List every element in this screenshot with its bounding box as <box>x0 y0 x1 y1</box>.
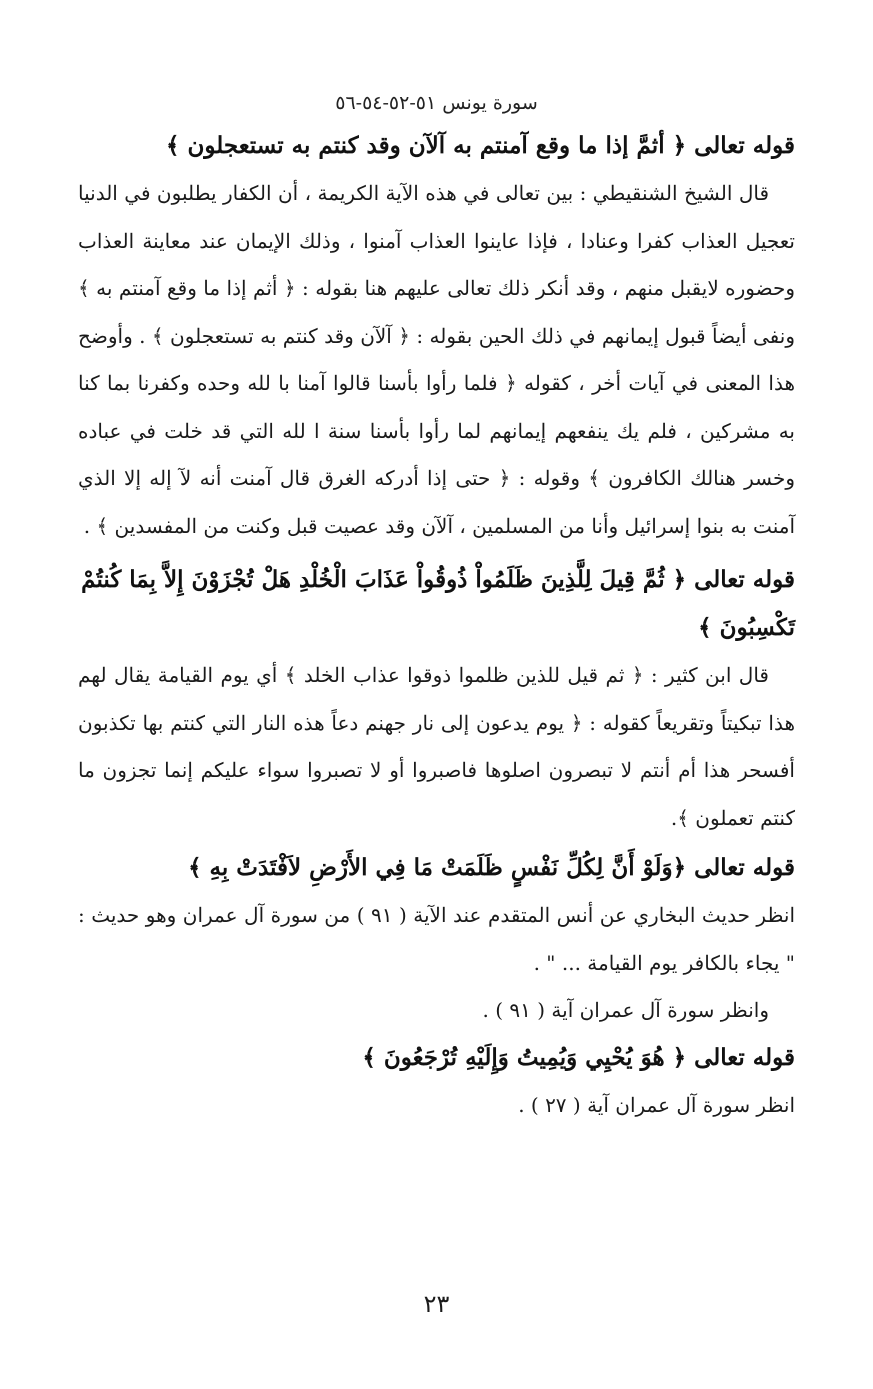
section-heading: قوله تعالى ﴿ أثمَّ إذا ما وقع آمنتم به آلآن وقد كنتم به تستعجلون ﴾ <box>165 132 795 159</box>
section-paragraph: قال الشيخ الشنقيطي : بين تعالى في هذه الآية الكريمة ، أن الكفار يطلبون في الدنيا تعجيل العذاب كفرا وعنادا ، فإذا عاينوا العذاب آمنوا ، وذلك الإيمان عند معاينة العذاب وحضوره لايقبل منهم ، وقد أنكر ذلك تعالى عليهم هنا بقوله : ﴿ أثم إذا ما وقع آمنتم به ﴾ ونفى أيضاً قبول إيمانهم في ذلك الحين بقوله : ﴿ آلآن وقد كنتم به تستعجلون ﴾ . وأوضح هذا المعنى في آيات أخر ، كقوله ﴿ فلما رأوا بأسنا قالوا آمنا با لله وحده وكفرنا بما كنا به مشركين ، فلم يك ينفعهم إيمانهم لما رأوا بأسنا سنة ا لله التي قد خلت في عباده وخسر هنالك الكافرون ﴾ وقوله : ﴿ حتى إذا أدركه الغرق قال آمنت أنه لآ إله إلا الذي آمنت به بنوا إسرائيل وأنا من المسلمين ، آلآن وقد عصيت قبل وكنت من المفسدين ﴾ . <box>78 181 796 538</box>
section-heading: قوله تعالى ﴿ ثُمَّ قِيلَ لِلَّذِينَ ظَلَمُواْ ذُوقُواْ عَذَابَ الْخُلْدِ هَلْ تُجْزَوْنَ إِلاَّ بِمَا كُنتُمْ تَكْسِبُونَ ﴾ <box>81 566 795 641</box>
section-heading: قوله تعالى ﴿وَلَوْ أَنَّ لِكُلِّ نَفْسٍ ظَلَمَتْ مَا فِي الأَرْضِ لاَفْتَدَتْ بِهِ ﴾ <box>188 854 795 881</box>
section-note: وانظر سورة آل عمران آية ( ٩١ ) . <box>482 998 769 1022</box>
page-header: سورة يونس ٥١-٥٢-٥٤-٥٦ <box>335 92 538 114</box>
section-paragraph: انظر حديث البخاري عن أنس المتقدم عند الآية ( ٩١ ) من سورة آل عمران وهو حديث : " يجاء بالكافر يوم القيامة ... " . <box>78 903 795 975</box>
page-number: ٢٣ <box>423 1290 450 1318</box>
section-heading: قوله تعالى ﴿ هُوَ يُحْيِي وَيُمِيتُ وَإِلَيْهِ تُرْجَعُونَ ﴾ <box>362 1044 795 1071</box>
page-content <box>78 118 795 1129</box>
section-paragraph: قال ابن كثير : ﴿ ثم قيل للذين ظلموا ذوقوا عذاب الخلد ﴾ أي يوم القيامة يقال لهم هذا تبكيتاً وتقريعاً كقوله : ﴿ يوم يدعون إلى نار جهنم دعاً هذه النار التي كنتم بها تكذبون أفسحر هذا أم أنتم لا تبصرون اصلوها فاصبروا أو لا تصبروا سواء عليكم إنما تجزون ما كنتم تعملون ﴾. <box>78 663 795 830</box>
section-note: انظر سورة آل عمران آية ( ٢٧ ) . <box>518 1093 795 1117</box>
